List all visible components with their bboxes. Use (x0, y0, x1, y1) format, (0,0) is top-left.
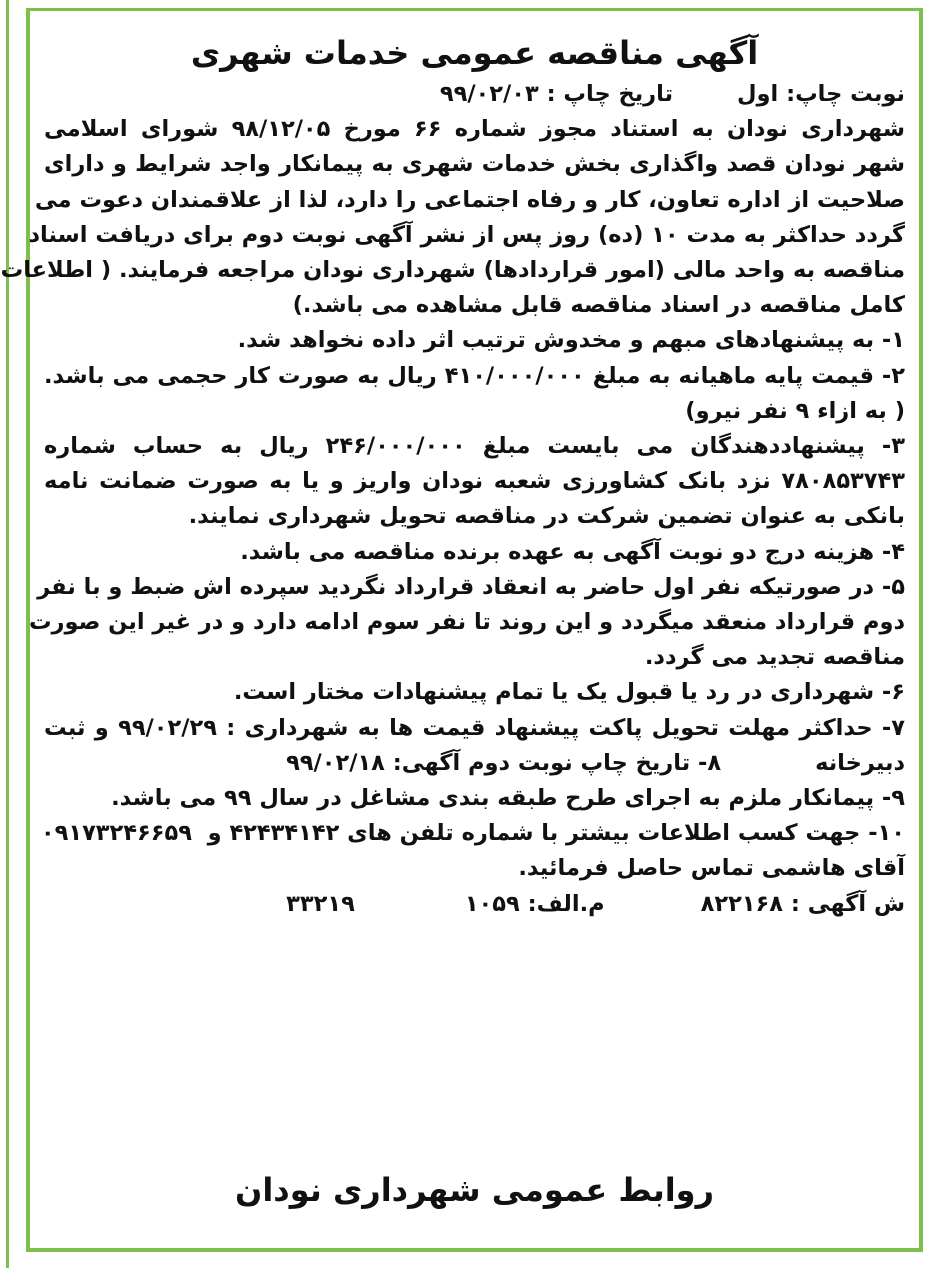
item-7-continuation: دبیرخانه (815, 749, 905, 776)
item-10-and: و (207, 820, 222, 847)
ad-title: آگهی مناقصه عمومی خدمات شهری (190, 34, 759, 72)
item-3-line: ۷۸۰۸۵۳۷۴۳ نزد بانک کشاورزی شعبه نودان واریز و یا به صورت ضمانت نامه (44, 468, 905, 495)
code-value: ۳۳۲۱۹ (286, 890, 355, 917)
ma-value: ۱۰۵۹ (464, 890, 520, 917)
item-6: ۶- شهرداری در رد یا قبول یک یا تمام پیشنهادات مختار است. (233, 679, 905, 706)
item-9: ۹- پیمانکار ملزم به اجرای طرح طبقه بندی مشاغل در سال ۹۹ می باشد. (111, 785, 905, 812)
ad-number-label: ش آگهی : (790, 890, 905, 917)
body-line: مناقصه به واحد مالی (امور قراردادها) شهرداری نودان مراجعه فرمایند. ( اطلاعات (0, 257, 905, 284)
footer-signature: روابط عمومی شهرداری نودان (235, 1171, 714, 1209)
item-7-8-row (44, 746, 905, 781)
body-line: شهر نودان قصد واگذاری بخش خدمات شهری به پیمانکار واجد شرایط و دارای (44, 151, 905, 178)
item-3-line: ۳- پیشنهاددهندگان می بایست مبلغ ۲۴۶/۰۰۰/۰۰۰ ریال به حساب شماره (44, 433, 905, 460)
body-line: کامل مناقصه در اسناد مناقصه قابل مشاهده می باشد.) (292, 292, 905, 319)
item-7-line: ۷- حداکثر مهلت تحویل پاکت پیشنهاد قیمت ها به شهرداری : ۹۹/۰۲/۲۹ و ثبت (44, 714, 905, 741)
item-5-line: مناقصه تجدید می گردد. (644, 644, 905, 671)
item-10-line-2: آقای هاشمی تماس حاصل فرمائید. (518, 855, 905, 882)
item-1: ۱- به پیشنهادهای مبهم و مخدوش ترتیب اثر داده نخواهد شد. (237, 327, 905, 354)
item-2-line: ۲- قیمت پایه ماهیانه به مبلغ ۴۱۰/۰۰۰/۰۰۰ ریال به صورت کار حجمی می باشد. (44, 362, 905, 389)
print-round: نوبت چاپ: اول (737, 81, 905, 107)
body-line: صلاحیت از اداره تعاون، کار و رفاه اجتماعی را دارد، لذا از علاقمندان دعوت می (34, 186, 905, 213)
item-8-date: ۹۹/۰۲/۱۸ (286, 749, 385, 776)
phone-number-1: ۴۲۴۳۴۱۴۲ (229, 820, 340, 847)
item-5-line: ۵- در صورتیکه نفر اول حاضر به انعقاد قرارداد نگردید سپرده اش ضبط و با نفر (37, 573, 905, 600)
print-info-row (44, 77, 905, 112)
item-4: ۴- هزینه درج دو نوبت آگهی به عهده برنده مناقصه می باشد. (240, 538, 905, 565)
item-3-line: بانکی به عنوان تضمین شرکت در مناقصه تحویل شهرداری نمایند. (188, 503, 905, 530)
item-2-line: ( به ازاء ۹ نفر نیرو) (685, 397, 905, 424)
body-line: گردد حداکثر به مدت ۱۰ (ده) روز پس از نشر آگهی نوبت دوم برای دریافت اسناد (28, 221, 905, 248)
body-line: شهرداری نودان به استناد مجوز شماره ۶۶ مورخ ۹۸/۱۲/۰۵ شورای اسلامی (44, 116, 905, 143)
phone-number-2: ۰۹۱۷۳۲۴۶۶۵۹ (40, 820, 192, 847)
print-date-value: ۹۹/۰۲/۰۳ (439, 81, 539, 107)
ad-reference-row (44, 887, 905, 922)
advertisement-frame (0, 8, 923, 1252)
item-10-row (40, 816, 905, 851)
item-10-label: ۱۰- جهت کسب اطلاعات بیشتر با شماره تلفن های (347, 820, 905, 847)
print-date-label: تاریخ چاپ : (546, 81, 674, 107)
advertisement-body (0, 11, 919, 1248)
ad-number-value: ۸۲۲۱۶۸ (700, 890, 784, 917)
left-margin-rule (6, 0, 9, 1268)
item-5-line: دوم قرارداد منعقد میگردد و این روند تا نفر سوم ادامه دارد و در غیر این صورت (28, 609, 905, 636)
ma-label: م.الف: (527, 890, 605, 917)
item-8-label: ۸- تاریخ چاپ نوبت دوم آگهی: (392, 749, 722, 776)
